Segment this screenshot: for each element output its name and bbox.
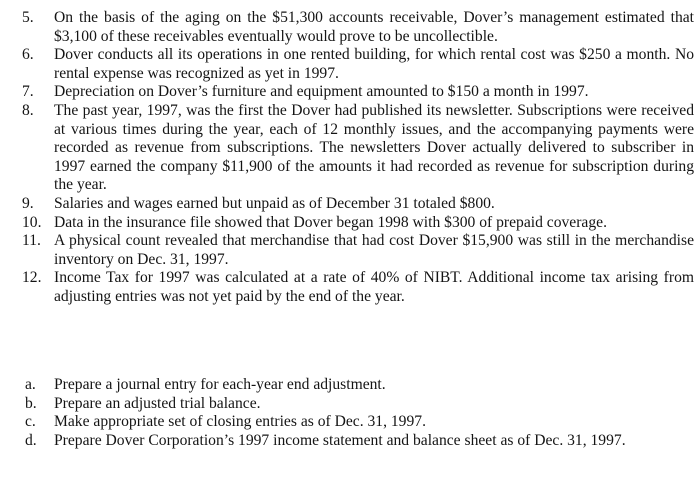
- list-item: [25, 376, 694, 395]
- task-text: Prepare an adjusted trial balance.: [54, 394, 261, 412]
- list-item: [25, 432, 694, 451]
- item-number: 10.: [22, 213, 42, 231]
- list-item: [22, 83, 694, 102]
- task-letter: d.: [25, 431, 37, 449]
- list-item: [22, 195, 694, 214]
- list-item: [22, 214, 694, 233]
- item-number: 6.: [22, 46, 34, 64]
- item-number: 12.: [22, 269, 42, 287]
- item-number: 11.: [22, 232, 41, 250]
- task-text: Make appropriate set of closing entries as of Dec. 31, 1997.: [54, 413, 426, 431]
- task-letter: c.: [25, 413, 36, 431]
- item-text: The past year, 1997, was the first the Dover had published its newsletter. Subscriptions were received at various times during the year, each of 12 monthly issues, and the accompanying payments were recorded as revenue from subscriptions. The newsletters Dover actually delivered to subscriber in 1997 earned the company $11,900 of the amounts it had recorded as revenue for subscription during the year.: [54, 101, 694, 194]
- task-letter: a.: [25, 376, 36, 393]
- list-item: [22, 9, 694, 46]
- adjustment-data-list: [22, 9, 694, 307]
- item-number: 5.: [22, 9, 34, 26]
- task-text: Prepare a journal entry for each-year end adjustment.: [54, 376, 386, 393]
- item-text: Dover conducts all its operations in one rented building, for which rental cost was $250 a month. No rental expense was recognized as yet in 1997.: [54, 46, 694, 82]
- item-text: Income Tax for 1997 was calculated at a rate of 40% of NIBT. Additional income tax arising from adjusting entries was not yet paid by the end of the year.: [54, 269, 694, 305]
- item-number: 7.: [22, 83, 34, 101]
- list-item: [22, 46, 694, 83]
- item-text: Depreciation on Dover’s furniture and equipment amounted to $150 a month in 1997.: [54, 83, 589, 101]
- item-text: Data in the insurance file showed that Dover began 1998 with $300 of prepaid coverage.: [54, 213, 607, 231]
- item-number: 8.: [22, 101, 34, 119]
- task-letter: b.: [25, 394, 37, 412]
- item-text: On the basis of the aging on the $51,300 accounts receivable, Dover’s management estimated that $3,100 of these receivables eventually would prove to be uncollectible.: [54, 9, 694, 45]
- requirements-list: [25, 376, 694, 450]
- list-item: [22, 232, 694, 269]
- list-item: [25, 395, 694, 414]
- list-item: [22, 102, 694, 195]
- item-text: A physical count revealed that merchandise that had cost Dover $15,900 was still in the merchandise inventory on Dec. 31, 1997.: [54, 232, 694, 268]
- list-item: [22, 269, 694, 306]
- task-text: Prepare Dover Corporation’s 1997 income statement and balance sheet as of Dec. 31, 1997.: [54, 431, 626, 449]
- list-item: [25, 413, 694, 432]
- item-number: 9.: [22, 194, 34, 212]
- item-text: Salaries and wages earned but unpaid as of December 31 totaled $800.: [54, 194, 495, 212]
